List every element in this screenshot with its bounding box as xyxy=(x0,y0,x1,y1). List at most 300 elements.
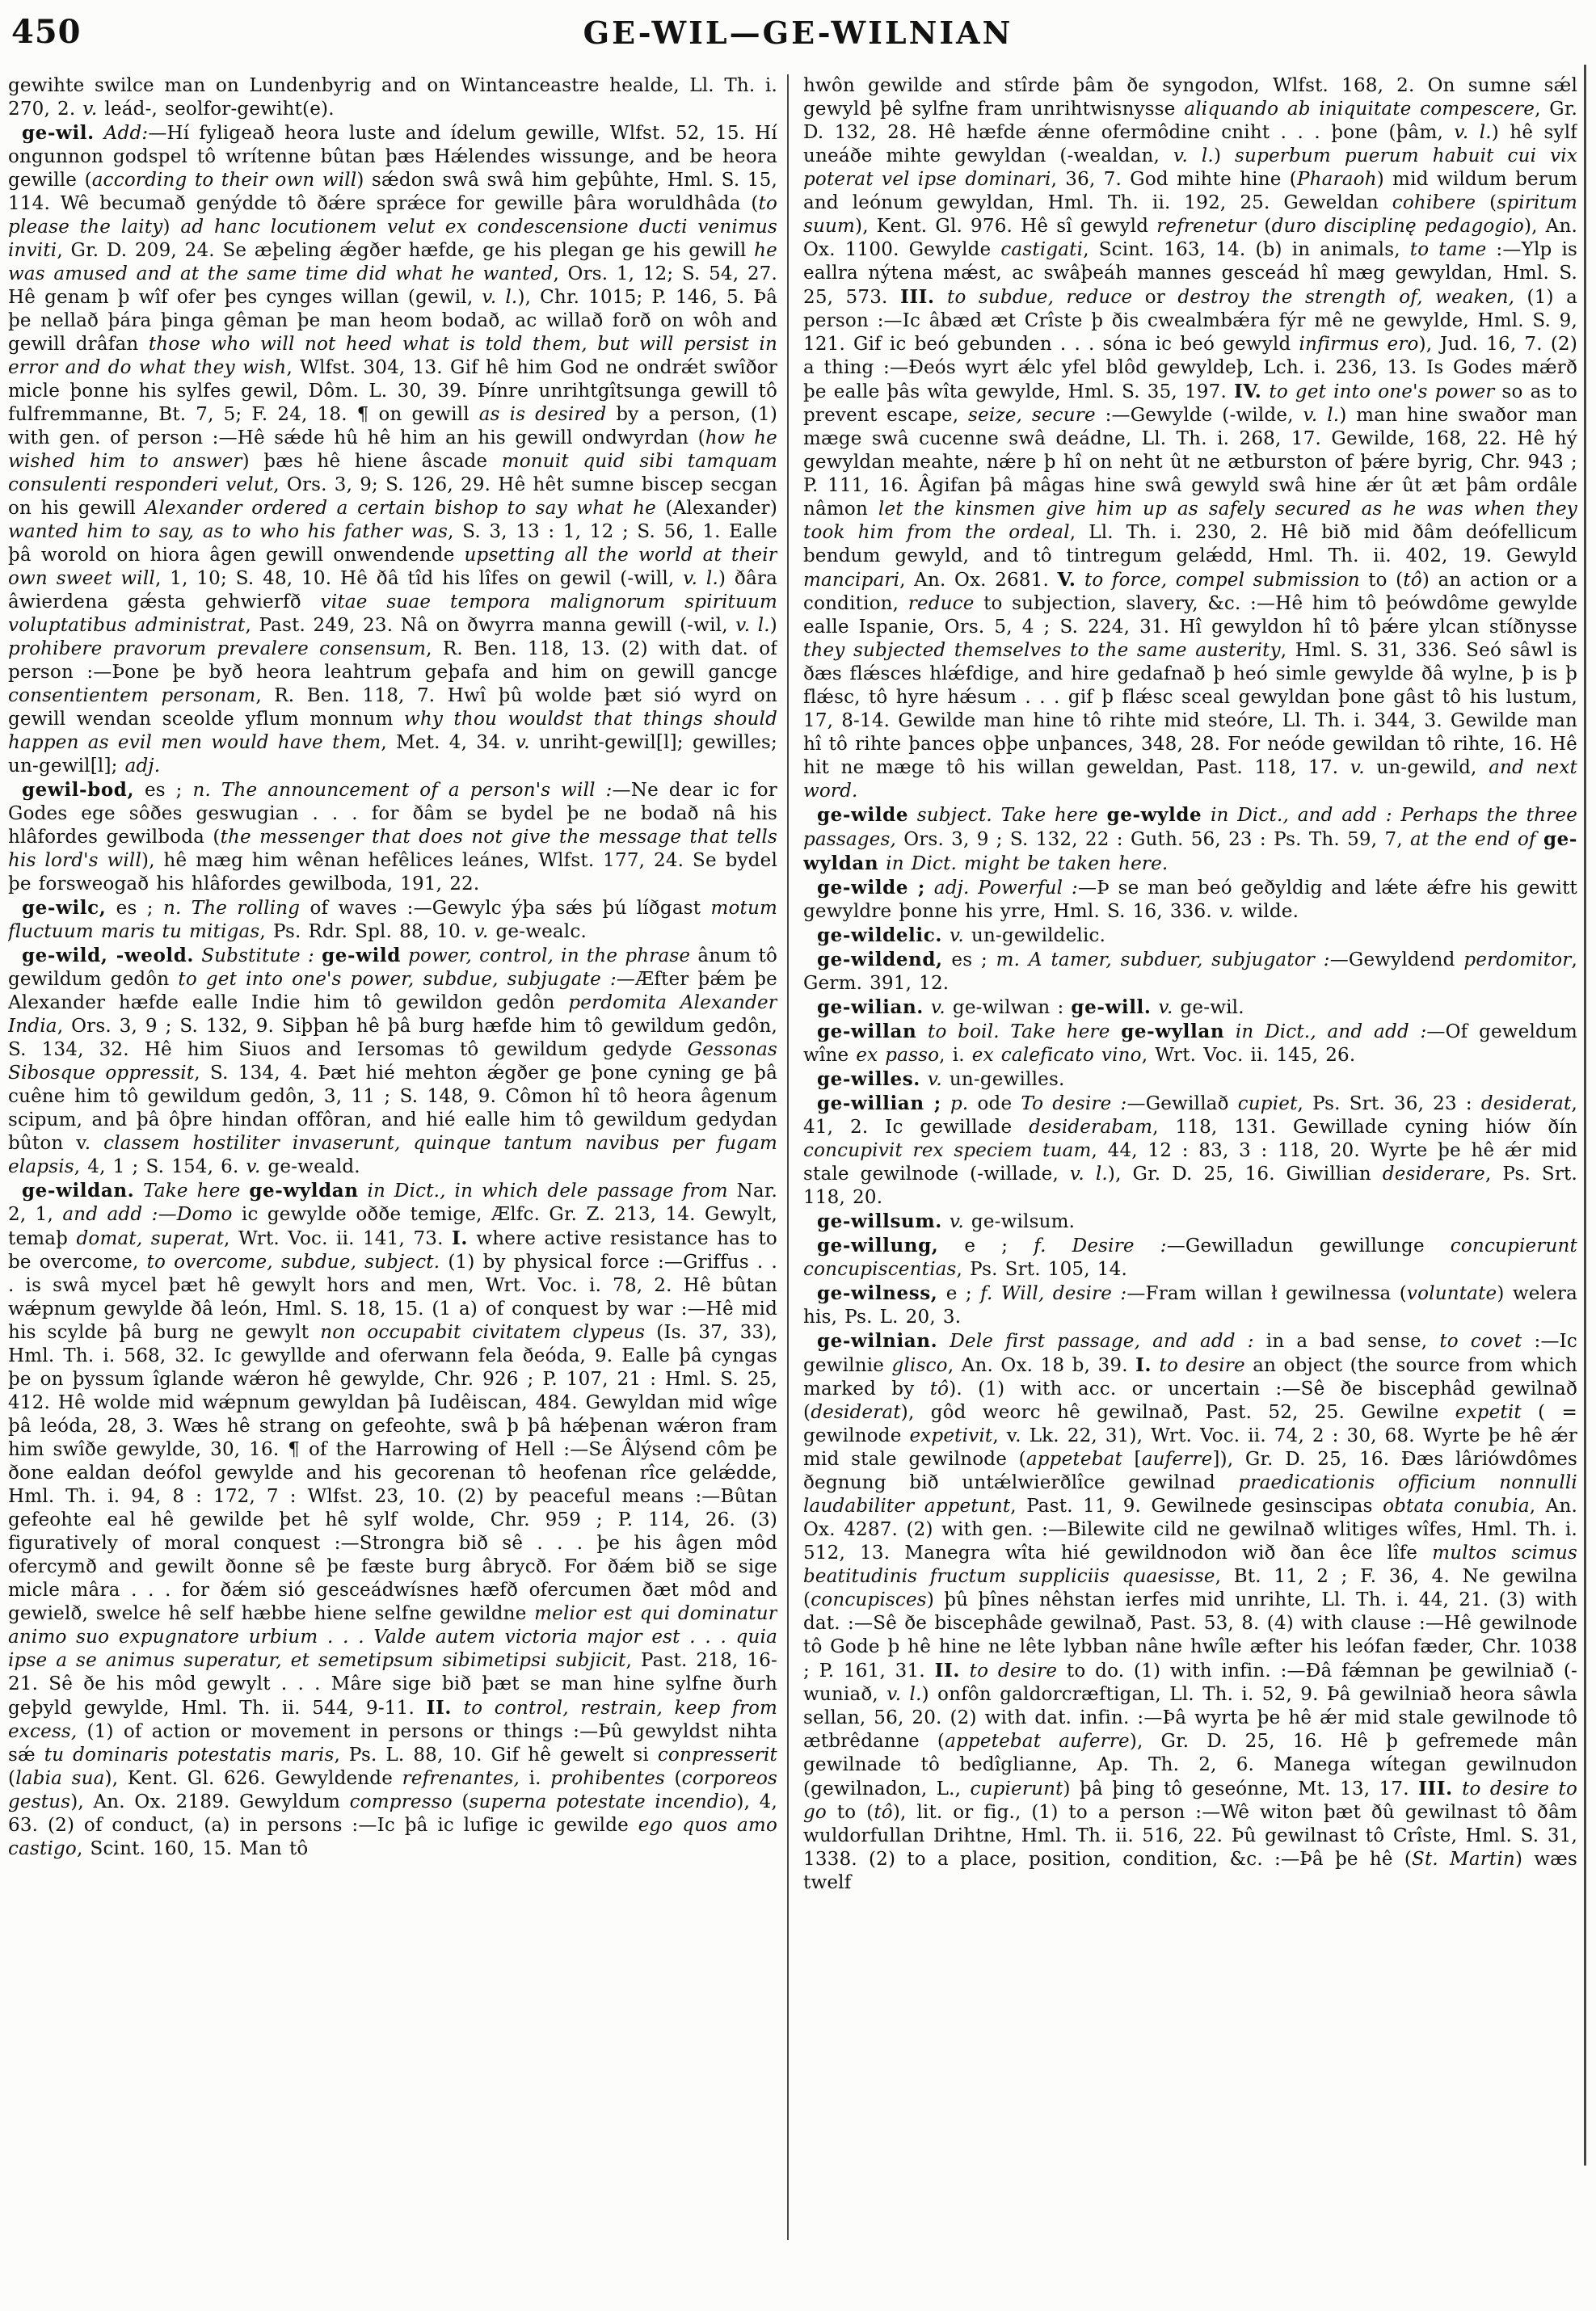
text-run: ( xyxy=(664,1768,682,1789)
text-run: f. Desire : xyxy=(1034,1235,1167,1257)
text-run: unriht-gewil[l]; gewilles; un-gewil[l]; xyxy=(8,732,777,777)
text-run: , 44, 12 : 83, 3 : 118, 20. Wyrte þe hê ǽr mid stale gewilnode (-willade, xyxy=(803,1140,1577,1185)
entry-paragraph xyxy=(803,74,1577,803)
text-run: or xyxy=(1132,287,1178,308)
text-run: , Ors. 3, 9 ; S. 132, 9. Siþþan hê þâ burg hæfde him tô gewildum gedôn, S. 134, 32. Hê him Siuos and Iersomas tô gewildum gedyde xyxy=(8,1016,777,1060)
text-run: voluntate xyxy=(1406,1283,1497,1304)
text-run: ge-willsum. xyxy=(817,1210,942,1232)
text-run: how he wished him to answer xyxy=(8,427,777,472)
entry-paragraph xyxy=(803,1210,1577,1234)
text-run: v. l. xyxy=(482,287,518,308)
text-run: ( xyxy=(452,1791,470,1812)
text-run: to tame xyxy=(1409,239,1487,260)
text-run: ge-willian ; xyxy=(817,1092,941,1114)
text-run: (1) a person :—Ic âbæd æt Crîste þ ðis cwealmbǽra fýr mê ne gewylde, Hml. S. 9, 121. Gif ic beó gebunden . . . sóna ic beó gewyld xyxy=(803,287,1577,355)
text-run: ad hanc locutionem velut ex condescensione ducti venimus inviti xyxy=(8,217,777,261)
text-run: labia sua xyxy=(15,1768,105,1789)
text-run: gewihte swilce man on Lundenbyrig and on Wintanceastre healde, Ll. Th. i. 270, 2. xyxy=(8,75,777,120)
text-run: perdomitor xyxy=(1463,949,1572,970)
text-run: v. xyxy=(949,1211,964,1232)
text-run: Gessonas Sibosque oppressit xyxy=(8,1039,777,1084)
text-run: ge-wilnian. xyxy=(817,1330,938,1352)
text-run: tô xyxy=(929,1379,950,1400)
text-run: vitae suae tempora malignorum spirituum voluptatibus administrat xyxy=(8,591,777,636)
text-run: V. xyxy=(1057,569,1076,591)
text-run: ge-wildend, xyxy=(817,949,943,970)
text-run: non occupabit civitatem clypeus xyxy=(320,1322,646,1343)
text-run: —Fram willan ł gewilnessa ( xyxy=(1126,1283,1407,1304)
text-run: v. xyxy=(1350,757,1365,778)
entry-paragraph xyxy=(8,121,777,778)
text-run: IV. xyxy=(1233,381,1262,402)
text-run: perdomita Alexander India xyxy=(8,992,777,1037)
entry-paragraph xyxy=(8,944,777,1179)
text-run: ( = gewilnode xyxy=(803,1402,1577,1446)
text-run: ) þâ þing tô geseónne, Mt. 13, 17. xyxy=(1063,1779,1419,1800)
text-run: to subjection, slavery, &c. :—Hê him tô þeówdôme gewylde ealle Ispanie, Ors. 5, 4 ; S. 224, 31. Hî gewyldon hî tô þǽre ylcan stíðnysse xyxy=(803,593,1577,638)
text-run: ), Kent. Gl. 626. Gewyldende xyxy=(104,1768,402,1789)
text-run xyxy=(942,1211,950,1232)
text-run xyxy=(920,1069,928,1090)
text-run: ge-wil. xyxy=(1173,997,1244,1018)
text-run: ) an action or a condition, xyxy=(803,570,1577,614)
text-run xyxy=(1152,997,1159,1018)
text-run: destroy the strength of, weaken, xyxy=(1177,287,1515,308)
text-run: where active resistance has to be overcome, xyxy=(8,1228,777,1273)
entry-paragraph xyxy=(803,924,1577,948)
text-run: desiderare xyxy=(1382,1164,1485,1185)
text-run: ), hê mæg him wênan hefêlices leánes, Wlfst. 177, 24. Se bydel þe forsweogað his hlâfordes gewilboda, 191, 22. xyxy=(8,850,777,895)
text-run xyxy=(916,1021,928,1042)
text-run: ), 4, 63. (2) of conduct, (a) in persons :—Ic þâ ic lufige ic gewilde xyxy=(8,1791,777,1836)
text-run: desiderat xyxy=(811,1402,901,1423)
right-column xyxy=(803,74,1577,2240)
text-run: motum fluctuum maris tu mitigas xyxy=(8,898,777,942)
text-run: refrenantes, xyxy=(402,1768,520,1789)
text-run: St. Martin xyxy=(1412,1849,1515,1870)
text-run: of waves :—Gewylc ýþa sǽs þú líðgast xyxy=(300,898,711,919)
text-run: , Past. 249, 23. Nâ on ðwyrra manna gewill (-wil, xyxy=(245,615,736,636)
text-run: v. l. xyxy=(1173,145,1214,166)
text-run: refrenetur xyxy=(1156,216,1257,237)
entry-paragraph xyxy=(803,1282,1577,1329)
text-run: so as to prevent escape, xyxy=(803,381,1577,426)
text-run: n. The announcement of a person's will : xyxy=(192,780,613,801)
text-run: ( xyxy=(8,1768,16,1789)
text-run: v. l. xyxy=(683,568,718,589)
text-run: v. l. xyxy=(735,615,770,636)
text-run: ge-wild, -weold. xyxy=(22,945,195,966)
text-run: e ; xyxy=(937,1283,981,1304)
text-run: , Ps. L. 88, 10. Gif hê gewelt si xyxy=(334,1745,658,1766)
text-run: , Past. 218, 16-21. Sê ðe his môd gewylt . . . Mâre sige bið þæt se man hine sylfne ðurh geþyld gewylde, Hml. Th. ii. 544, 9-11. xyxy=(8,1650,777,1719)
text-run: to overcome, subdue, subject. xyxy=(146,1252,440,1273)
text-run: ) wæs twelf xyxy=(803,1849,1577,1893)
text-run: reduce xyxy=(907,593,975,614)
text-run: ge-wyllan xyxy=(1121,1021,1225,1042)
text-run: ), Gr. D. 25, 16. Giwillian xyxy=(1107,1164,1383,1185)
text-run: v. xyxy=(930,997,945,1018)
text-run: ) xyxy=(162,217,181,238)
text-run: Substitute : xyxy=(194,945,322,966)
text-run: tu dominaris potestatis maris xyxy=(44,1745,335,1766)
text-run: , 118, 131. Gewillade cyning hiów ðín xyxy=(1152,1117,1577,1138)
text-run: ge-wilsum. xyxy=(963,1211,1076,1232)
text-run: ge-wilde ; xyxy=(817,877,926,899)
text-run: To desire : xyxy=(1021,1093,1127,1114)
text-run: desiderabam xyxy=(1029,1117,1153,1138)
text-run: to get into one's power, subdue, subjugate : xyxy=(178,969,617,990)
text-run: ), lit. or fig., (1) to a person :—Wê witon þæt ðû gewilnast tô ðâm wuldorfullan Drihtne, Hml. Th. ii. 516, 22. Þû gewilnast tô Crîste, Hml. S. 31, 1338. (2) to a place, position, condition, &c. :—Þâ þe hê ( xyxy=(803,1802,1577,1870)
text-run: domat, superat xyxy=(76,1228,225,1249)
text-run: , Ps. Rdr. Spl. 88, 10. xyxy=(259,921,474,942)
text-run: , S. 134, 4. Þæt hié mehton ǽgðer ge þone cyning ge þâ cuêne him tô gewildum gedôn, 3, 11 ; S. 148, 9. Cômon hî tô heora âgenum scipum, and þâ ôþre hindan offôran, and hié ealle him tô gewildum gedydan bûton v. xyxy=(8,1063,777,1154)
text-run: cohibere xyxy=(1392,192,1476,213)
text-run: obtata conubia xyxy=(1383,1496,1530,1517)
text-run: —Hí fyligeað heora luste and ídelum gewille, Wlfst. 52, 15. Hí ongunnon godspel tô wrítenne bûtan þæs Hǽlendes wissunge, and be heora gewille ( xyxy=(8,123,777,191)
text-run: , Ps. Srt. 36, 23 : xyxy=(1297,1093,1481,1114)
text-run: tô xyxy=(874,1802,893,1823)
text-run: , Hml. S. 31, 336. Seó sâwl is ðæs flǽsces hlǽfdige, and hire gedafnað þ heó simle gewylde ðâ wylne, þ is þ flǽsc, tô hyre hǽsum . . . gif þ flǽsc sceal gewyldan þone gâst tô his lustum, 17, 8-14. Gewilde man hine tô rihte mid steóre, Ll. Th. i. 344, 3. Gewilde man hî tô rihte þances oþþe unþances, 348, 28. For neóde gewildan tô rihte, 16. Hê hit ne mæge tô his willan geweldan, Past. 118, 17. xyxy=(803,640,1577,778)
text-run: ) mid wildum berum and leónum gewyldan, Hml. Th. ii. 192, 25. Geweldan xyxy=(803,169,1577,213)
left-column xyxy=(8,74,777,2240)
text-run xyxy=(925,878,934,899)
text-run: to ( xyxy=(826,1802,874,1823)
text-run: ) þû þînes nêhstan ierfes mid unrihte, Ll. Th. i. 44, 21. (3) with dat. :—Sê ðe biscephâde gewilnað, Past. 53, 8. (4) with clause :—Hê gewilnode tô Gode þ hê hine ne lête lybban nâne hwîle æfter his leófan fæder, Chr. 1038 ; P. 161, 31. xyxy=(803,1589,1577,1682)
text-run: i. xyxy=(520,1768,551,1789)
text-run: v. xyxy=(949,925,964,946)
text-run: —Gewilladun gewillunge xyxy=(1166,1235,1451,1257)
text-run: in Dict., and add : Perhaps the three passages, xyxy=(803,805,1577,850)
text-run: concupierunt concupiscentias xyxy=(803,1235,1577,1280)
text-run: those who will not heed what is told them, but will persist in error and do what they wish xyxy=(8,334,777,378)
text-run: , An. Ox. 2681. xyxy=(899,570,1058,591)
text-run: prohibere pravorum prevalere consensum xyxy=(8,638,427,659)
text-run: es ; xyxy=(106,898,163,919)
text-run xyxy=(942,925,950,946)
text-run: ic gewylde oððe temige, Ælfc. Gr. Z. 213, 14. Gewylt, temaþ xyxy=(8,1204,777,1249)
text-run: ) man hine swaðor man mæge swâ cucenne swâ deádne, Ll. Th. i. 268, 17. Gewilde, 168, 22. Hê hý gewyldan meahte, nǽre þ hî on neht ût ne ætburston of þǽre byrig, Chr. 943 ; P. 111, 16. Âgifan þâ mâgas hine swâ gewyld swâ hine ǽr ût æt þâm ordâle nâmon xyxy=(803,405,1577,520)
text-run: wanted him to say, as to who his father was xyxy=(8,521,448,542)
text-run: , Ll. Th. i. 230, 2. Hê bið mid ðâm deófellicum bendum gewyld, and tô tintregum gelǽdd, Hml. Th. ii. 402, 19. Gewyld xyxy=(803,522,1577,566)
text-run: an object (the source from which marked by xyxy=(803,1355,1577,1400)
text-run: un-gewildelic. xyxy=(963,925,1106,946)
text-run: praedicationis officium nonnulli laudabiliter appetunt xyxy=(803,1472,1577,1517)
text-run: ânum tô gewildum gedôn xyxy=(8,945,777,990)
text-run: corporeos gestus xyxy=(8,1768,777,1812)
text-run: v. l. xyxy=(886,1684,922,1705)
text-run: why thou wouldst that things should happen as evil men would have them xyxy=(8,709,777,753)
text-run: —Of geweldum wîne xyxy=(803,1021,1577,1066)
text-run: Nar. 2, 1, xyxy=(8,1181,777,1225)
text-run: ) ðâra âwierdena gǽsta gehwierfð xyxy=(8,568,777,612)
entry-paragraph xyxy=(803,876,1577,924)
text-run: classem hostiliter invaserunt, quinque tantum navibus per fugam elapsis xyxy=(8,1133,777,1177)
entry-paragraph xyxy=(8,778,777,896)
text-run: n. The rolling xyxy=(162,898,301,919)
text-run: v. xyxy=(1219,901,1234,922)
text-run: spiritum suum xyxy=(803,192,1577,237)
text-run: , R. Ben. 118, 7. Hwî þû wolde þæt sió wyrd on gewill wendan sceolde yflum monnum xyxy=(8,685,777,730)
text-run: p. xyxy=(950,1093,969,1114)
text-run: I. xyxy=(452,1227,469,1249)
text-run: cupierunt xyxy=(970,1779,1063,1800)
text-run: by a person, (1) with gen. of person :—Hê sǽde hû hê him an his gewill ondwyrdan ( xyxy=(8,404,777,448)
text-run: III. xyxy=(1418,1778,1453,1800)
text-run: appetebat xyxy=(1025,1449,1122,1470)
text-run: upsetting all the world at their own sweet will xyxy=(8,545,777,589)
text-run: , R. Ben. 118, 13. (2) with dat. of person :—Þone þe byð heora leahtrum geþafa and him on gewill gancge xyxy=(8,638,777,683)
text-run: , Ors. 3, 9; S. 126, 29. Hê hêt sumne biscep secgan on his gewill xyxy=(8,474,777,519)
text-run: he was amused and at the same time did what he wanted xyxy=(8,240,777,284)
text-run: multos scimus beatitudinis fructum suppliciis quaesisse xyxy=(803,1543,1577,1587)
entry-paragraph xyxy=(803,948,1577,996)
text-run: to please the laity xyxy=(8,193,777,238)
text-run: ge-wil. xyxy=(22,122,95,144)
text-run: expetit xyxy=(1455,1402,1522,1423)
text-run: auferre xyxy=(1141,1449,1213,1470)
text-run: v. xyxy=(474,921,489,942)
text-run: , Ps. Srt. 105, 14. xyxy=(956,1259,1127,1280)
column-divider-rule xyxy=(787,74,789,2240)
text-run: ge-wild xyxy=(322,945,401,966)
text-run: to ( xyxy=(1359,570,1404,591)
text-run: , An. Ox. 18 b, 39. xyxy=(947,1355,1136,1376)
text-run: ge-weald. xyxy=(260,1156,360,1177)
text-run: expetivit xyxy=(909,1425,993,1446)
text-run: v. xyxy=(515,732,530,753)
text-run: ( xyxy=(1256,216,1272,237)
text-run: v. xyxy=(927,1069,942,1090)
text-run: leád-, seolfor-gewiht(e). xyxy=(97,99,335,120)
page-header xyxy=(0,5,1596,61)
text-run: wilde. xyxy=(1233,901,1299,922)
text-run: ) welera his, Ps. L. 20, 3. xyxy=(803,1283,1577,1328)
text-run: :—Ylp is eallra nýtena mǽst, ac swâþeáh mannes gesceád hî mæg gewyldan, Hml. S. 25, 573. xyxy=(803,239,1577,308)
text-run: to desire to go xyxy=(803,1779,1577,1823)
text-run: v. l. xyxy=(1069,1164,1108,1185)
text-run: melior est qui dominatur animo suo expugnatore urbium . . . Valde autem victoria major est . . . quia ipse a se animus superatur, et semetipsum sibimetipsi subjicit xyxy=(8,1603,777,1671)
text-run: at the end of xyxy=(1410,829,1543,850)
text-run: un-gewilles. xyxy=(941,1069,1065,1090)
text-run: v. l. xyxy=(1303,405,1340,426)
text-run: ode xyxy=(968,1093,1021,1114)
entry-paragraph xyxy=(8,1179,777,1861)
text-run: ( xyxy=(1476,192,1497,213)
text-run: duro disciplinę pedagogio xyxy=(1271,216,1524,237)
text-run: ) hê sylf uneáðe mihte gewyldan (-wealdan, xyxy=(803,122,1577,166)
text-run: Ors. 3, 9 ; S. 132, 22 : Guth. 56, 23 : Ps. Th. 59, 7, xyxy=(896,829,1411,850)
text-run: e ; xyxy=(938,1235,1034,1257)
text-run: , Scint. 163, 14. (b) in animals, xyxy=(1083,239,1410,260)
text-run: ge-wilc, xyxy=(22,897,107,919)
text-run: seize, secure xyxy=(968,405,1096,426)
text-run: to force, compel submission xyxy=(1076,570,1360,591)
text-run: Add: xyxy=(94,123,149,144)
text-run: monuit quid sibi tamquam consulenti responderi velut xyxy=(8,451,777,495)
text-run: ) þæs hê hiene âscade xyxy=(242,451,502,472)
text-run: to desire xyxy=(1152,1355,1245,1376)
text-run: , v. Lk. 22, 31), Wrt. Voc. ii. 74, 2 : 30, 68. Wyrte þe hê ǽr mid stale gewilnode ( xyxy=(803,1425,1577,1470)
text-run: ), Gr. D. 25, 16. Hê þ gefremede mân gewilnade tô bedîglianne, Ap. Th. 2, 6. Manega wítegan gewilnudon (gewilnadon, L., xyxy=(803,1731,1577,1800)
text-run: prohibentes xyxy=(550,1768,665,1789)
text-run: Þ se man beó geðyldig and lǽte ǽfre his gewitt gewyldre þonne his yrre, Hml. S. 16, 336. xyxy=(803,878,1577,922)
text-run: adj. Powerful :— xyxy=(933,878,1097,899)
text-run: ge-wilde xyxy=(817,804,909,826)
text-run: :—Gewylde (-wilde, xyxy=(1095,405,1303,426)
entry-paragraph xyxy=(8,896,777,944)
text-run: ge-wildelic. xyxy=(817,924,942,946)
text-run: ge-wyldan xyxy=(803,828,1577,874)
text-run: , Scint. 160, 15. Man tô xyxy=(76,1838,309,1859)
text-run: ge-wealc. xyxy=(488,921,587,942)
text-run: ge-willes. xyxy=(817,1068,920,1090)
text-run: , Past. 11, 9. Gewilnede gesinscipas xyxy=(1010,1496,1383,1517)
text-run: ge-wilwan : xyxy=(945,997,1072,1018)
text-run: consentientem personam xyxy=(8,685,256,706)
text-run: conpresserit xyxy=(657,1745,777,1766)
text-run: concupisces xyxy=(811,1589,927,1610)
text-run: adj. xyxy=(124,756,161,777)
text-run: concupivit rex speciem tuam xyxy=(803,1140,1092,1161)
text-run: , Gr. D. 132, 28. Hê hæfde ǽnne ofermôdine cniht . . . þone (þâm, xyxy=(803,99,1577,143)
text-run: , An. Ox. 4287. (2) with gen. :—Bilewite cild ne gewilnað wlitiges wîfes, Hml. Th. i. 512, 13. Manegra wîta hié gewildnodon wið ðan êce lîfe xyxy=(803,1496,1577,1564)
text-run: (Alexander) xyxy=(655,498,777,519)
text-run: III. xyxy=(899,286,935,308)
text-run: , S. 3, 13 : 1, 12 ; S. 56, 1. Ealle þâ worold on hiora âgen gewill onwendende xyxy=(8,521,777,566)
text-run: —Gewyldend xyxy=(1329,949,1464,970)
text-run: according to their own will xyxy=(91,170,357,191)
text-run: to control, restrain, keep from excess, xyxy=(8,1698,777,1742)
text-run: , Gr. D. 209, 24. Se æþeling ǽgðer hæfde, ge his plegan ge his gewill xyxy=(57,240,755,261)
text-run: appetebat auferre xyxy=(945,1731,1130,1752)
text-run: glisco xyxy=(891,1355,948,1376)
text-run: ge-wylde xyxy=(1106,804,1202,826)
text-run: ), An. Ox. 2189. Gewyldum xyxy=(70,1791,350,1812)
text-run: in Dict. might be taken here. xyxy=(878,853,1169,874)
text-run: ge-wyldan xyxy=(249,1180,359,1202)
text-run: II. xyxy=(934,1660,960,1682)
text-run: (1) of action or movement in persons or things :—Þû gewyldst nihta sǽ xyxy=(8,1721,777,1766)
text-run: —Gewillað xyxy=(1126,1093,1238,1114)
text-run: mancipari xyxy=(803,570,900,591)
text-run: ego quos amo castigo xyxy=(8,1815,777,1859)
entry-paragraph xyxy=(803,1067,1577,1092)
text-run: ), Jud. 16, 7. (2) a thing :—Ðeós wyrt ǽlc yfel blôd gewyldeþ, Lch. i. 236, 13. Is Godes mǽrð þe ealle þâs wîta gewylde, Hml. S. 35, 197. xyxy=(803,334,1577,402)
text-run: ex caleficato vino xyxy=(971,1045,1142,1066)
text-run: , i. xyxy=(939,1045,972,1066)
text-run: gewil-bod, xyxy=(22,779,135,801)
text-run: , 1, 10; S. 48, 10. Hê ðâ tîd his lîfes on gewil (-will, xyxy=(154,568,684,589)
text-run: , Wrt. Voc. ii. 141, 73. xyxy=(224,1228,453,1249)
text-run: subject. Take here xyxy=(908,805,1107,826)
page-number: 450 xyxy=(11,13,82,51)
text-run: ex passo xyxy=(856,1045,940,1066)
text-run: and next word. xyxy=(803,757,1577,802)
text-run: Dele first passage, and add : xyxy=(937,1331,1254,1352)
text-run: tô xyxy=(1403,570,1422,591)
text-run: Alexander ordered a certain bishop to say what he xyxy=(145,498,656,519)
text-run: ge-will. xyxy=(1071,996,1152,1018)
text-run: ), An. Ox. 1100. Gewylde xyxy=(803,216,1577,260)
text-run: , Wlfst. 304, 13. Gif hê him God ne ondrǽt swîðor micle þonne his sylfes gewil, Dôm. L. 30, 39. Þínre unrihtgîtsunga gewill tô fulfremmanne, Bt. 7, 5; F. 24, 18. ¶ on gewill xyxy=(8,357,777,425)
scan-edge-rule xyxy=(1584,65,1586,2166)
entry-paragraph xyxy=(803,1092,1577,1210)
text-run: ge-wildan. xyxy=(22,1180,135,1202)
text-run: es ; xyxy=(942,949,996,970)
text-run: , Germ. 391, 12. xyxy=(803,949,1577,994)
text-run: II. xyxy=(426,1697,452,1719)
text-run: , 4, 1 ; S. 154, 6. xyxy=(74,1156,246,1177)
text-run: to boil. Take here xyxy=(928,1021,1122,1042)
text-run: , Met. 4, 34. xyxy=(381,732,516,753)
page-title: GE-WIL—GE-WILNIAN xyxy=(583,15,1013,51)
text-run: m. A tamer, subduer, subjugator : xyxy=(996,949,1330,970)
text-run: , Ps. Srt. 118, 20. xyxy=(803,1164,1577,1208)
text-run: as is desired xyxy=(478,404,607,425)
text-run: ). (1) with acc. or uncertain :—Sê ðe biscephâd gewilnað ( xyxy=(803,1379,1577,1423)
text-run: desiderat xyxy=(1480,1093,1572,1114)
entry-paragraph xyxy=(803,803,1577,876)
text-run: v. xyxy=(246,1156,261,1177)
text-run: ge-wilness, xyxy=(817,1282,938,1304)
text-run: (Is. 37, 33), Hml. Th. i. 568, 32. Ic gewyllde and oferwann fela ðeóda, 9. Ealle þâ cyngas þe on þyssum îglande wǽron hê gewylde, Chr. 926 ; P. 107, 21 : Hml. S. 25, 412. Hê wolde mid wǽpnum gewyldan þâ Iudêiscan, 484. Gewyldan mid wîge þâ leóda, 28, 3. Wæs hê strang on gefeohte, swâ þ þâ hǽþenan wǽron fram him swîðe gewylde, 30, 16. ¶ of the Harrowing of Hell :—Se Âlýsend côm þe ðone ealdan deófol gewylde and his gecorenan tô heofenan rîce gelǽdde, Hml. Th. i. 94, 8 : 172, 7 : Wlfst. 23, 10. (2) by peaceful means :—Bûtan gefeohte eal hê gewilde þet hê sylf wolde, Chr. 959 ; P. 114, 26. (3) figuratively of moral conquest :—Strongra bið sê . . . þe his âgen môd ofercymð and gewilt ðonne sê þe fæste burg âbrycð. For ðǽm bið se sige micle mâra . . . for ðǽm sió gesceádwísnes hæfð ofercumen ðæt môd and gewielð, swelce hê self hæbbe hiene selfne gewildne xyxy=(8,1322,777,1624)
text-run: power, control, in the phrase xyxy=(400,945,698,966)
text-run: the messenger that does not give the message that tells his lord's will xyxy=(8,827,777,871)
text-run: ), gôd weorc hê gewilnað, Past. 52, 25. Gewilne xyxy=(900,1402,1455,1423)
text-run xyxy=(941,1093,950,1114)
text-run: castigati xyxy=(1000,239,1084,260)
text-run: f. Will, desire : xyxy=(980,1283,1127,1304)
text-run: I. xyxy=(1135,1354,1152,1376)
text-run: cupiet xyxy=(1237,1093,1298,1114)
text-run: aliquando ab iniquitate compescere xyxy=(1184,99,1535,120)
text-run: in Dict., in which dele passage from xyxy=(358,1181,728,1202)
text-run: ) onfôn galdorcræftigan, Ll. Th. i. 52, 9. Þâ gewilniað heora sâwla sellan, 56, 20. (2) with dat. infin. :—Þâ wyrta þe hê ǽr mid stale gewilnode tô ætbrêdanne ( xyxy=(803,1684,1577,1752)
text-run: es ; xyxy=(134,780,193,801)
text-run: to get into one's power xyxy=(1261,381,1495,402)
text-run: —Æfter þǽm þe Alexander hæfde ealle Indie him tô gewildon gedôn xyxy=(8,969,777,1013)
entry-paragraph xyxy=(803,1020,1577,1067)
text-run: Pharaoh xyxy=(1296,169,1377,190)
text-run: in Dict., and add : xyxy=(1224,1021,1427,1042)
text-run: and add :—Domo xyxy=(62,1204,233,1225)
text-run: Take here xyxy=(134,1181,250,1202)
text-run: ]), Gr. D. 25, 16. Ðæs lâriówdômes ðegnung bið untǽlwierðlîce gewilnad xyxy=(803,1449,1577,1493)
text-run: , 41, 2. Ic gewillade xyxy=(803,1093,1577,1138)
dictionary-body xyxy=(0,74,1596,2256)
text-run: ), Chr. 1015; P. 146, 5. Þâ þe nellað þára þinga gêman þe man heom bodað, ac willað forð on wôh and gewill drâfan xyxy=(8,287,777,355)
text-run: ge-wilian. xyxy=(817,996,924,1018)
text-run: to do. (1) with infin. :—Ðâ fǽmnan þe gewilniað (-wuniað, xyxy=(803,1661,1577,1705)
text-run: let the kinsmen give him up as safely secured as he was when they took him from the ordeal xyxy=(803,499,1577,543)
text-run: , Ors. 1, 12; S. 54, 27. Hê genam þ wîf ofer þes cynges willan (gewil, xyxy=(8,263,777,308)
text-run: , 36, 7. God mihte hine ( xyxy=(1051,169,1297,190)
text-run: infirmus ero xyxy=(1299,334,1419,355)
text-run: ), Kent. Gl. 976. Hê sî gewyld xyxy=(855,216,1157,237)
text-run: v. xyxy=(1158,997,1173,1018)
text-run: [ xyxy=(1122,1449,1142,1470)
text-run: ) xyxy=(769,615,777,636)
entry-paragraph xyxy=(8,74,777,121)
text-run: hwôn gewilde and stîrde þâm ðe syngodon, Wlfst. 168, 2. On sumne sǽl gewyld þê sylfne fram unrihtwisnysse xyxy=(803,75,1577,120)
entry-paragraph xyxy=(803,996,1577,1020)
text-run: , Wrt. Voc. ii. 145, 26. xyxy=(1141,1045,1356,1066)
text-run: un-gewild, xyxy=(1364,757,1489,778)
text-run: v. xyxy=(82,99,98,120)
text-run: ge-willan xyxy=(817,1021,917,1042)
text-run: to desire xyxy=(959,1661,1058,1682)
